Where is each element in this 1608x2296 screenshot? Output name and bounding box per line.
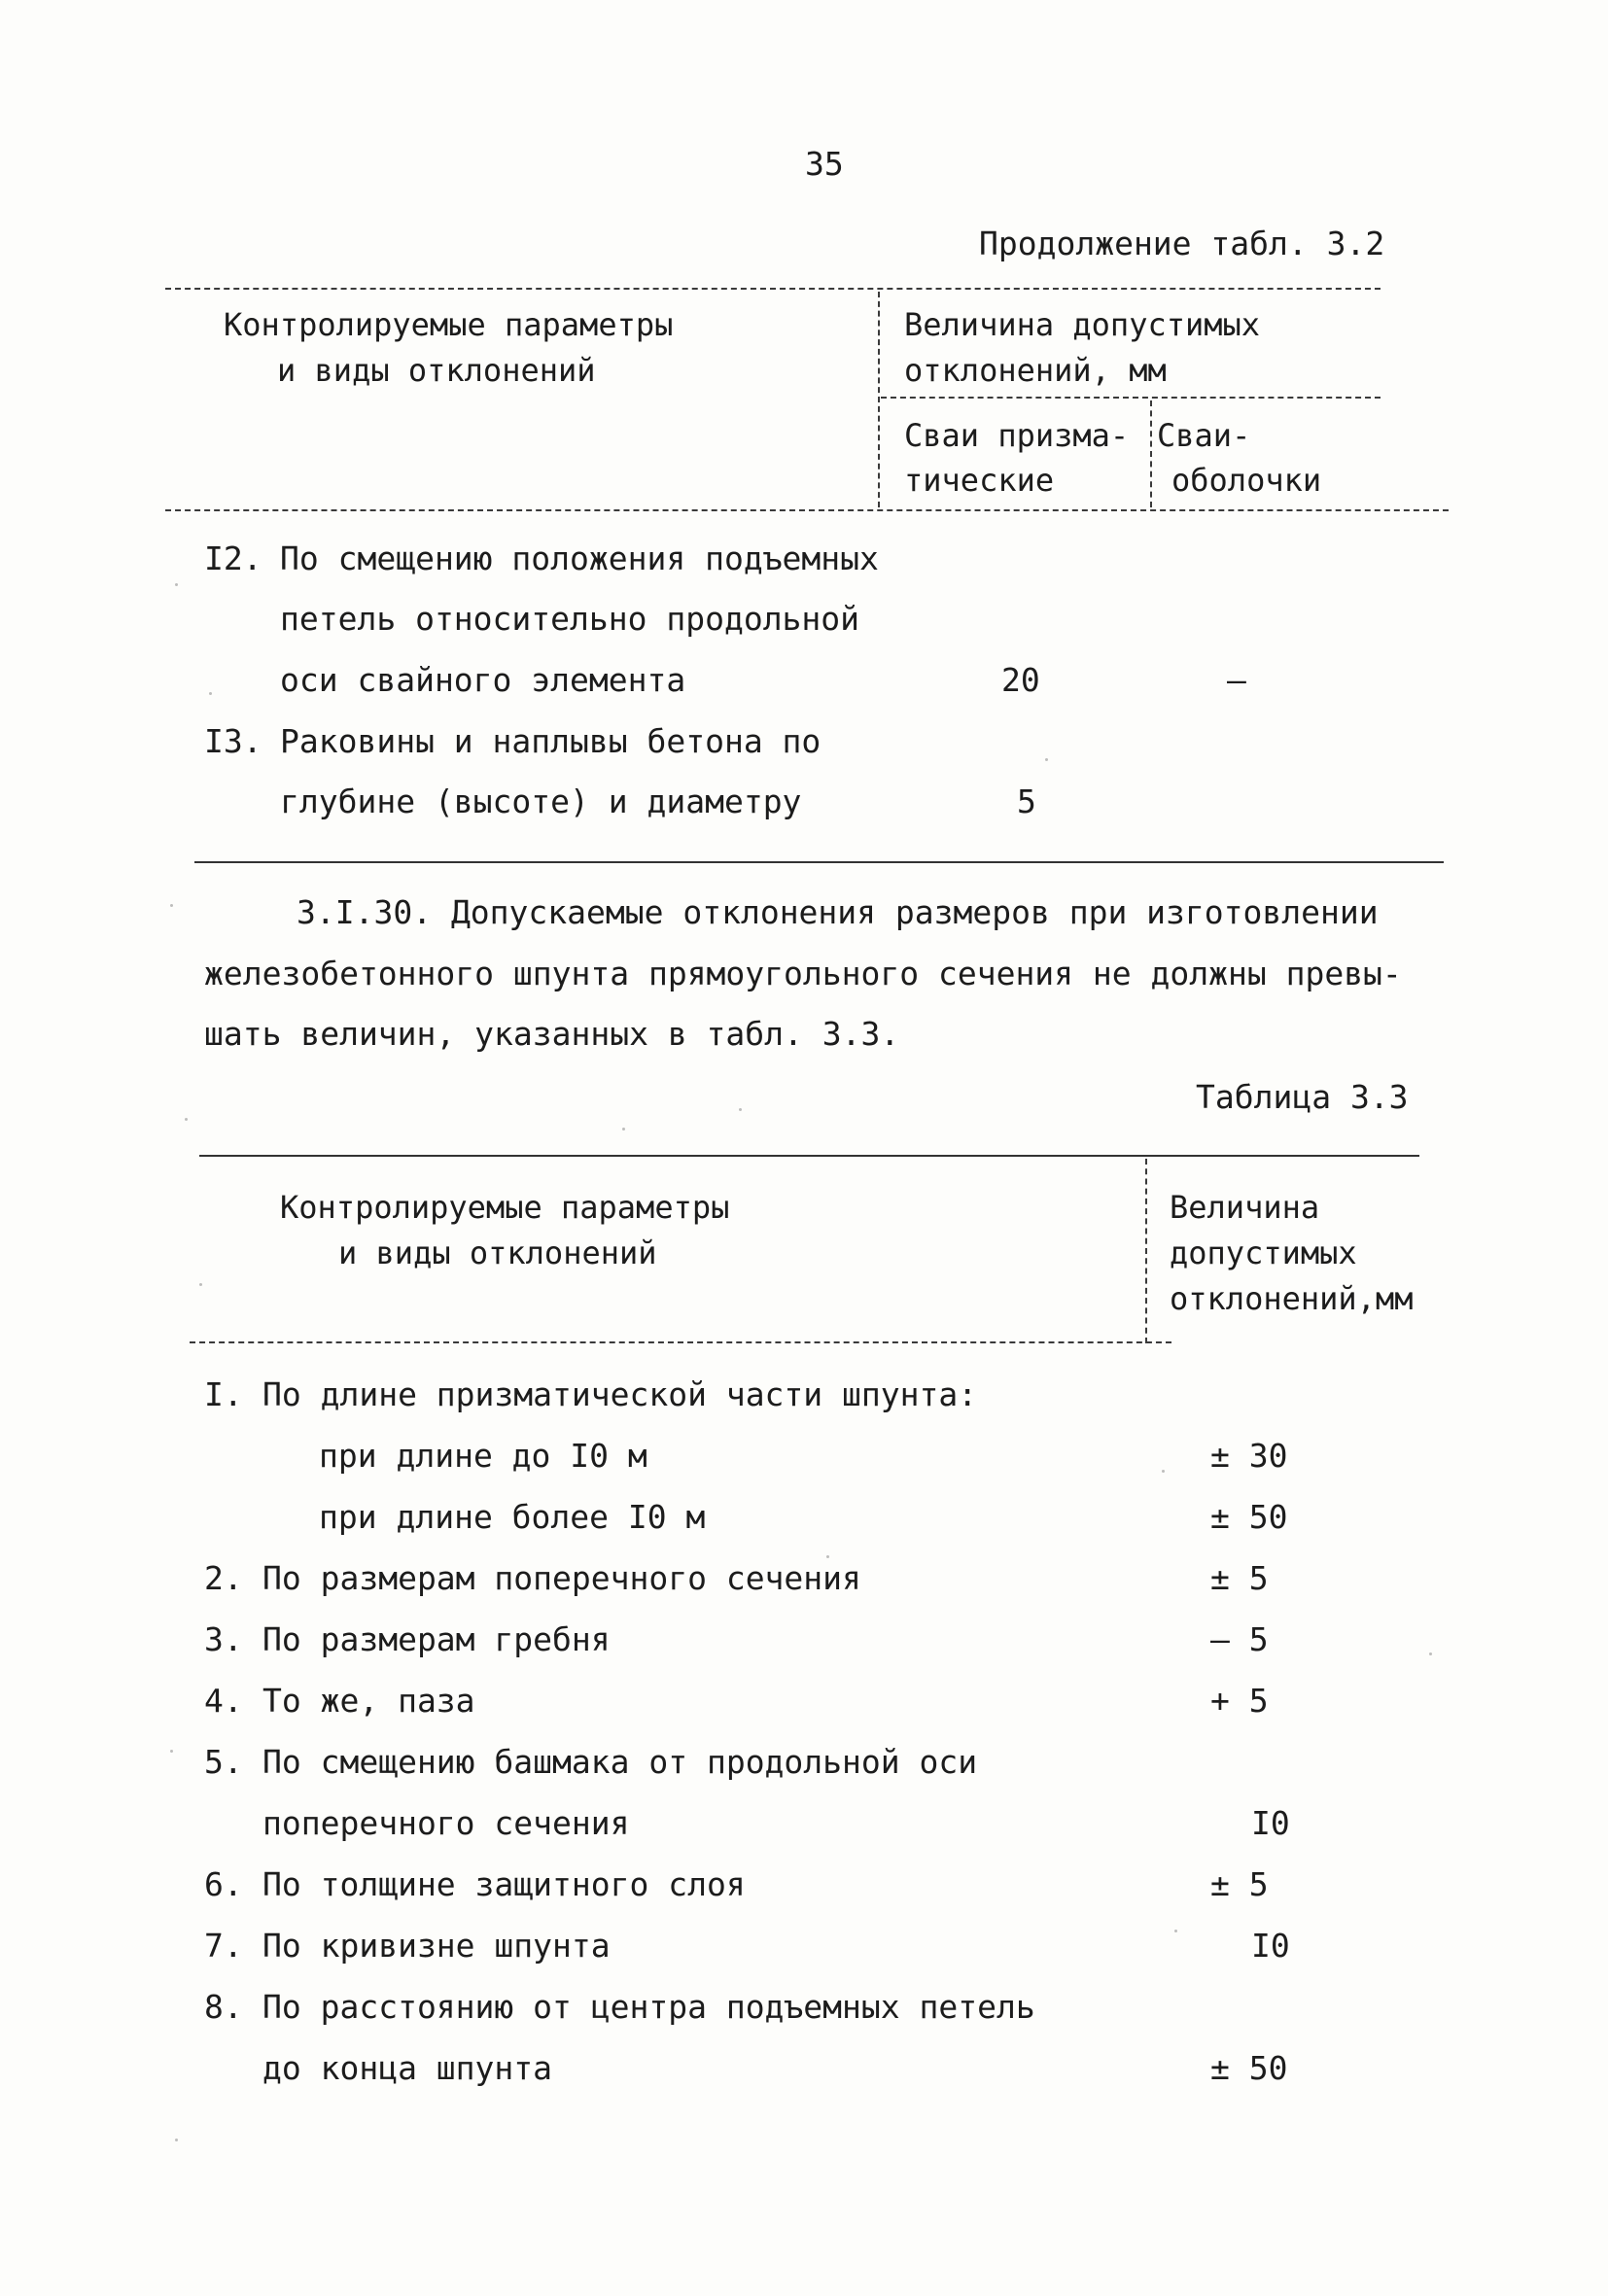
table-3-3-row-2-number: 2. [204, 1559, 243, 1597]
table-3-3-row-6-value: ± 5 [1210, 1865, 1269, 1903]
table-3-3-row-5-text: По смещению башмака от продольной оси [262, 1743, 978, 1781]
table-3-2-row-13-line1: Раковины и наплывы бетона по [280, 722, 821, 760]
table-3-2-row-12-line1: По смещению положения подъемных [280, 539, 879, 577]
table-3-3-row-8-continuation: до конца шпунта [262, 2049, 553, 2087]
table-3-2-subheader-rule [881, 397, 1381, 399]
table-3-2-caption: Продолжение табл. 3.2 [979, 225, 1385, 262]
table-3-3-top-rule [199, 1155, 1419, 1157]
table-3-2-col2-header-line2: отклонений, мм [904, 352, 1167, 389]
table-3-2-sub2-header-line2: оболочки [1171, 462, 1322, 499]
paragraph-line3: шать величин, указанных в табл. 3.3. [204, 1015, 900, 1053]
table-3-3-col2-header-line1: Величина [1170, 1189, 1320, 1226]
table-3-3-row-2-text: По размерам поперечного сечения [262, 1559, 861, 1597]
table-3-2-col-divider [878, 292, 880, 507]
table-3-2-row-12-piles-value: 20 [1001, 661, 1040, 699]
table-3-3-row-7-value: I0 [1251, 1927, 1290, 1965]
table-3-2-sub1-header-line1: Сваи призма- [904, 417, 1130, 454]
table-3-3-row-4-number: 4. [204, 1682, 243, 1720]
table-3-3-row-5-continuation: поперечного сечения [262, 1804, 630, 1842]
table-3-2-row-13-line2: глубине (высоте) и диаметру [280, 783, 802, 820]
table-3-3-col2-header-line2: допустимых [1170, 1235, 1357, 1271]
table-3-3-row-8-value: ± 50 [1210, 2049, 1288, 2087]
table-3-3-row-8-text: По расстоянию от центра подъемных петель [262, 1988, 1035, 2026]
table-3-2-bottom-rule [194, 861, 1444, 863]
table-3-3-row-1a-text: при длине до I0 м [319, 1437, 647, 1475]
table-3-2-row-13-number: I3. [204, 722, 262, 760]
table-3-3-row-7-number: 7. [204, 1927, 243, 1965]
table-3-3-row-3-value: – 5 [1210, 1620, 1269, 1658]
table-3-3-col-divider [1145, 1159, 1147, 1343]
table-3-3-row-6-number: 6. [204, 1865, 243, 1903]
table-3-3-col1-header-line2: и виды отклонений [338, 1235, 657, 1271]
table-3-3-col1-header-line1: Контролируемые параметры [280, 1189, 730, 1226]
table-3-2-col1-header-line1: Контролируемые параметры [224, 306, 674, 343]
table-3-2-row-12-line3: оси свайного элемента [280, 661, 686, 699]
table-3-2-top-rule [165, 288, 1381, 290]
table-3-2-header-bottom-rule [165, 509, 1449, 511]
table-3-2-row-13-piles-value: 5 [1017, 783, 1036, 820]
paragraph-line1: 3.I.30. Допускаемые отклонения размеров при изготовлении [297, 893, 1379, 931]
table-3-3-row-1-text: По длине призматической части шпунта: [262, 1375, 978, 1413]
page-number: 35 [805, 145, 844, 183]
table-3-3-col2-header-line3: отклонений,мм [1170, 1280, 1414, 1317]
table-3-3-row-7-text: По кривизне шпунта [262, 1927, 611, 1965]
table-3-2-col2-header-line1: Величина допустимых [904, 306, 1261, 343]
table-3-3-row-4-text: То же, паза [262, 1682, 475, 1720]
table-3-3-row-5-value: I0 [1251, 1804, 1290, 1842]
table-3-3-row-1-number: I. [204, 1375, 243, 1413]
table-3-2-sub1-header-line2: тические [904, 462, 1055, 499]
table-3-3-caption: Таблица 3.3 [1196, 1078, 1409, 1116]
table-3-2-row-12-line2: петель относительно продольной [280, 600, 860, 638]
table-3-2-subcol-divider [1150, 400, 1152, 507]
table-3-2-sub2-header-line1: Сваи- [1157, 417, 1251, 454]
table-3-3-row-2-value: ± 5 [1210, 1559, 1269, 1597]
table-3-3-row-1a-value: ± 30 [1210, 1437, 1288, 1475]
table-3-2-row-12-number: I2. [204, 539, 262, 577]
table-3-3-row-4-value: + 5 [1210, 1682, 1269, 1720]
paragraph-line2: железобетонного шпунта прямоугольного сечения не должны превы- [204, 955, 1402, 992]
table-3-3-row-6-text: По толщине защитного слоя [262, 1865, 746, 1903]
table-3-2-row-12-shells-value: – [1227, 661, 1246, 699]
table-3-3-row-3-number: 3. [204, 1620, 243, 1658]
table-3-3-header-bottom-rule [190, 1341, 1171, 1343]
table-3-3-row-8-number: 8. [204, 1988, 243, 2026]
table-3-3-row-5-number: 5. [204, 1743, 243, 1781]
table-3-3-row-1b-text: при длине более I0 м [319, 1498, 706, 1536]
table-3-3-row-3-text: По размерам гребня [262, 1620, 611, 1658]
table-3-2-col1-header-line2: и виды отклонений [277, 352, 596, 389]
table-3-3-row-1b-value: ± 50 [1210, 1498, 1288, 1536]
